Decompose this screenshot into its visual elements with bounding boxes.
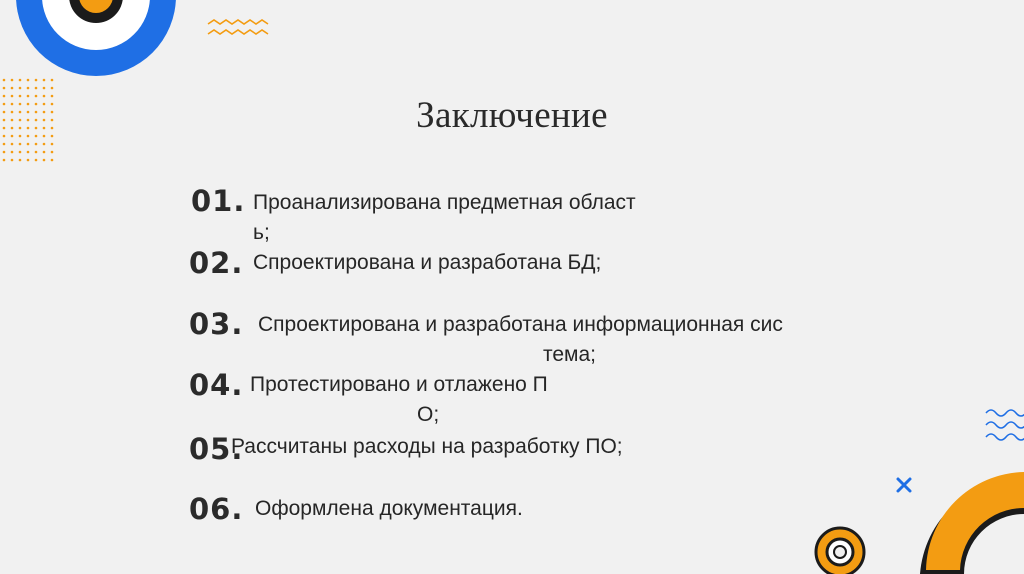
item-text-02: Спроектирована и разработана БД; — [253, 251, 602, 274]
item-number-01: 01. — [191, 184, 246, 218]
ring-icon — [812, 524, 868, 574]
dot — [43, 151, 46, 154]
dot — [35, 159, 38, 162]
dot — [11, 143, 14, 146]
slide-title: Заключение — [416, 95, 608, 136]
dot — [51, 87, 54, 90]
dot — [11, 87, 14, 90]
item-text-03-line-1: Спроектирована и разработана информационная сис — [258, 313, 783, 336]
item-text-04-line-2: О; — [417, 403, 440, 426]
dot — [43, 87, 46, 90]
dot — [35, 151, 38, 154]
dot — [43, 159, 46, 162]
dot — [19, 143, 22, 146]
dot — [43, 143, 46, 146]
dot — [19, 159, 22, 162]
dot — [27, 151, 30, 154]
item-text-01-line-2: ь; — [253, 221, 270, 244]
item-number-06: 06. — [189, 492, 244, 526]
arc-icon — [912, 470, 1024, 574]
zigzag-icon — [206, 18, 276, 42]
dot — [3, 159, 6, 162]
dot — [27, 159, 30, 162]
dot — [11, 151, 14, 154]
dot — [51, 151, 54, 154]
dot — [19, 151, 22, 154]
dot — [3, 143, 6, 146]
wave-lines-icon — [984, 405, 1024, 445]
dot — [35, 79, 38, 82]
dot — [3, 87, 6, 90]
dot — [11, 159, 14, 162]
dot — [27, 87, 30, 90]
dot — [3, 151, 6, 154]
dot — [19, 79, 22, 82]
item-text-05: Рассчитаны расходы на разработку ПО; — [231, 435, 623, 458]
dot — [51, 159, 54, 162]
item-text-06: Оформлена документация. — [255, 497, 523, 520]
item-number-03: 03. — [189, 307, 244, 341]
dot — [43, 79, 46, 82]
dot — [35, 87, 38, 90]
dot — [51, 79, 54, 82]
dot — [27, 79, 30, 82]
item-number-04: 04. — [189, 368, 244, 402]
dot — [27, 143, 30, 146]
dot — [19, 87, 22, 90]
dot — [35, 143, 38, 146]
item-text-01-line-1: Проанализирована предметная област — [253, 191, 636, 214]
cross-icon — [895, 476, 913, 494]
dot — [11, 79, 14, 82]
item-text-04-line-1: Протестировано и отлажено П — [250, 373, 548, 396]
item-number-02: 02. — [189, 246, 244, 280]
dot — [51, 143, 54, 146]
item-number-05: 05. — [189, 432, 244, 466]
item-text-03-line-2: тема; — [543, 343, 597, 366]
dot — [3, 79, 6, 82]
